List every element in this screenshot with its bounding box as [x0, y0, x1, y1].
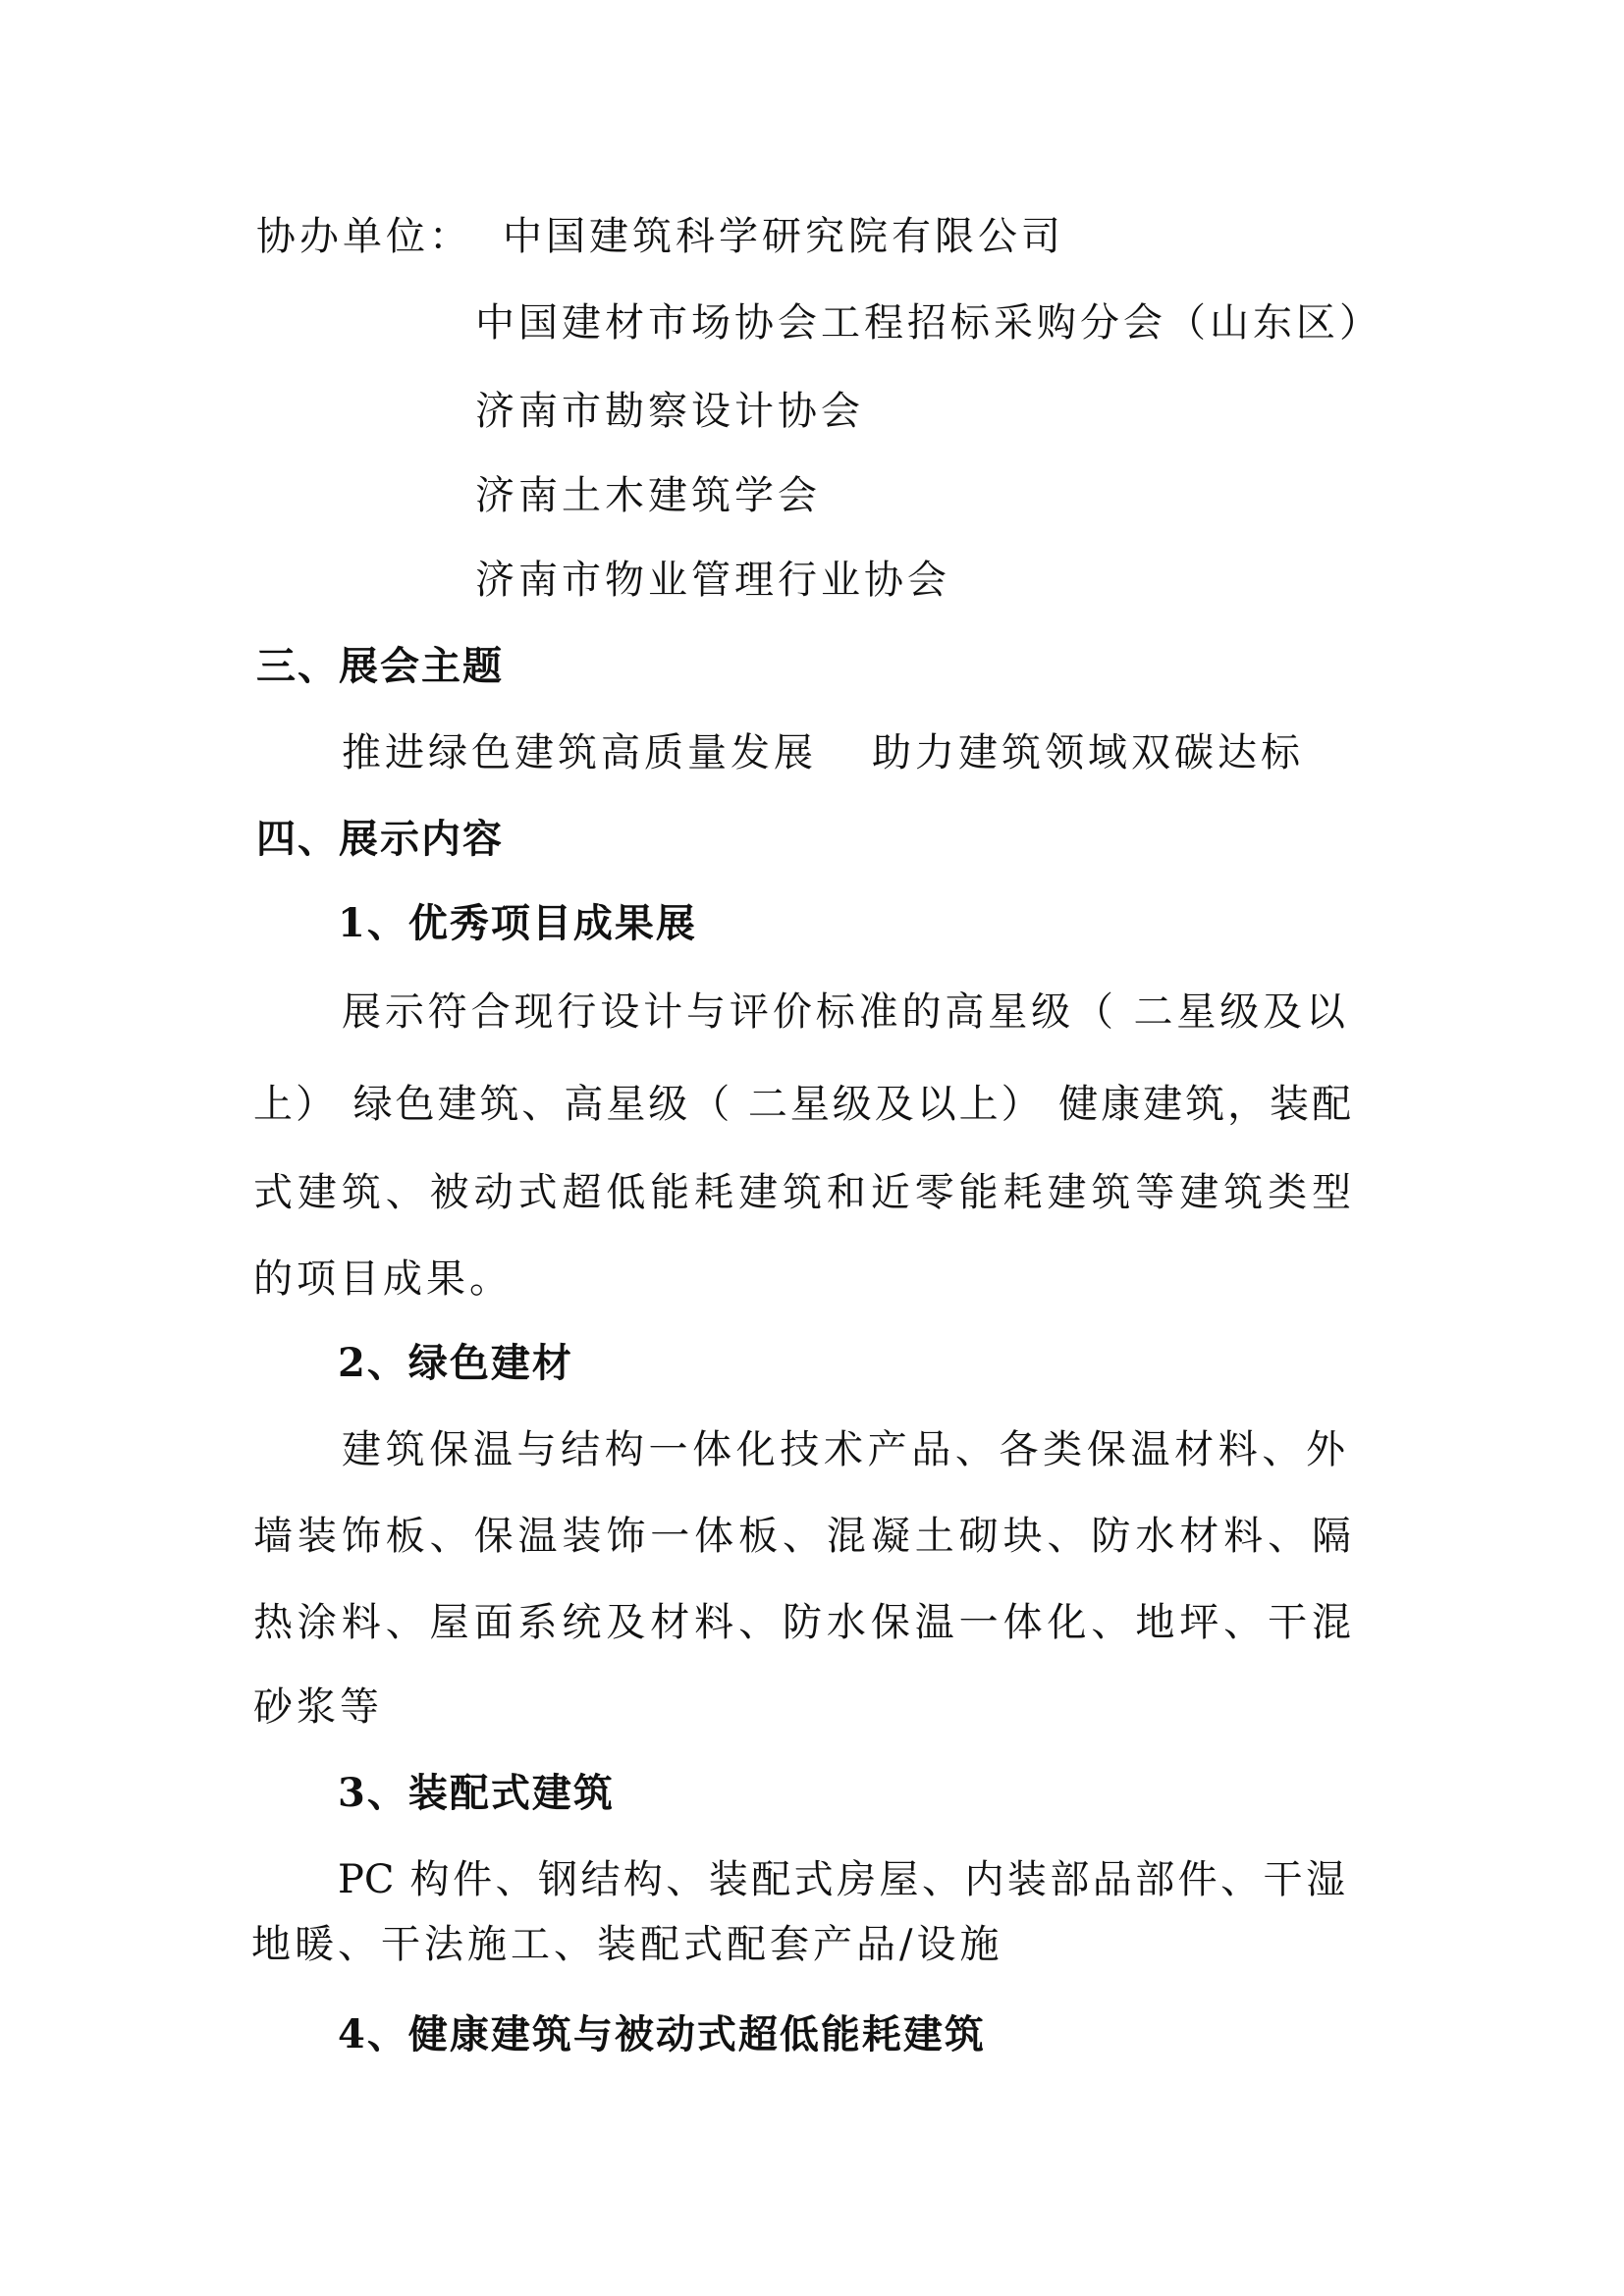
co-organizer-unit-5: 济南市物业管理行业协会 — [475, 558, 950, 603]
item-3-line-1: PC 构件、钢结构、装配式房屋、内装部品部件、干湿 — [338, 1857, 1345, 1902]
item-3-title: 3、装配式建筑 — [338, 1770, 615, 1816]
item-2-line-1: 建筑保温与结构一体化技术产品、各类保温材料、外 — [342, 1427, 1345, 1472]
co-organizer-unit-4: 济南土木建筑学会 — [475, 473, 821, 518]
item-1-line-4: 的项目成果。 — [253, 1256, 513, 1302]
item-2-title: 2、绿色建材 — [338, 1340, 573, 1386]
co-organizer-unit-3: 济南市勘察设计协会 — [475, 389, 864, 434]
item-1-title: 1、优秀项目成果展 — [338, 900, 697, 946]
co-organizer-unit-2: 中国建材市场协会工程招标采购分会（山东区） — [475, 300, 1382, 346]
co-organizer-unit-1: 中国建筑科学研究院有限公司 — [503, 214, 1064, 259]
theme-part-1: 推进绿色建筑高质量发展 — [342, 730, 817, 775]
item-1-line-3: 式建筑、被动式超低能耗建筑和近零能耗建筑等建筑类型 — [253, 1170, 1351, 1215]
item-2-line-4: 砂浆等 — [253, 1684, 383, 1730]
item-2-line-2: 墙装饰板、保温装饰一体板、混凝土砌块、防水材料、隔 — [253, 1514, 1351, 1559]
item-1-line-2: 上） 绿色建筑、高星级（ 二星级及以上） 健康建筑，装配 — [253, 1082, 1351, 1127]
section-3-theme — [342, 728, 1304, 777]
section-3-title: 三、展会主题 — [256, 643, 504, 689]
section-4-title: 四、展示内容 — [256, 816, 504, 862]
theme-part-2: 助力建筑领域双碳达标 — [872, 730, 1304, 775]
item-3-line-2: 地暖、干法施工、装配式配套产品/设施 — [251, 1922, 1003, 1967]
item-4-title: 4、健康建筑与被动式超低能耗建筑 — [338, 2011, 986, 2057]
item-1-line-1: 展示符合现行设计与评价标准的高星级（ 二星级及以 — [342, 989, 1345, 1035]
item-2-line-3: 热涂料、屋面系统及材料、防水保温一体化、地坪、干混 — [253, 1600, 1351, 1645]
co-organizers-label: 协办单位： — [256, 214, 472, 259]
